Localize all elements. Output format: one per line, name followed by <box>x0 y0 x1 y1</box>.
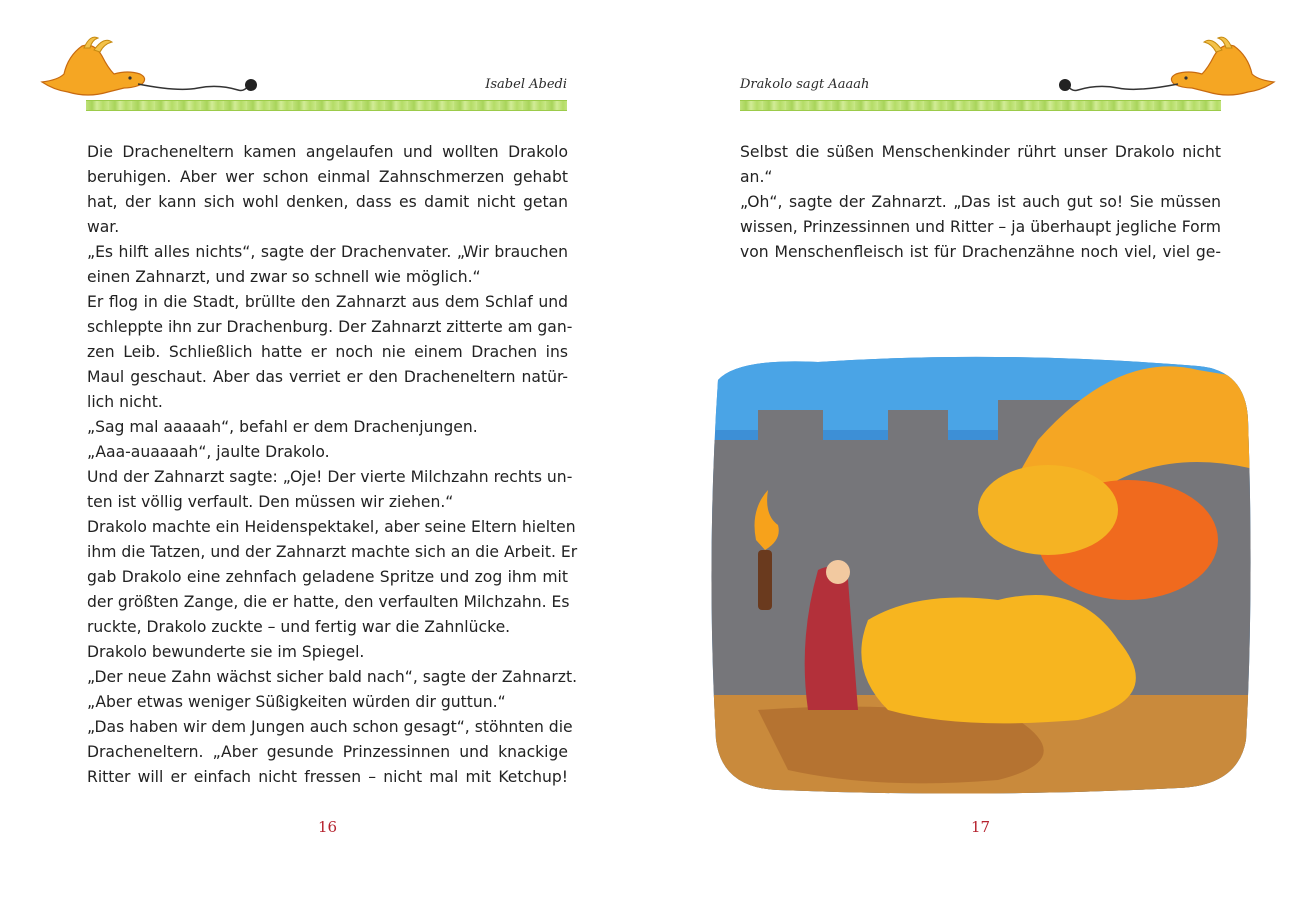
text-line: „Das haben wir dem Jungen auch schon gesagt“, stöhnten die <box>87 718 573 736</box>
text-line: „Es hilft alles nichts“, sagte der Drachenvater. „Wir brauchen <box>87 243 568 261</box>
text-line: „Sag mal aaaaah“, befahl er dem Drachenjungen. <box>87 418 478 436</box>
text-line: lich nicht. <box>87 393 163 411</box>
text-line: an.“ <box>740 168 773 186</box>
text-line: Ritter will er einfach nicht fressen – nicht mal mit Ketchup! <box>87 768 568 786</box>
text-line: ten ist völlig verfault. Den müssen wir ziehen.“ <box>87 493 454 511</box>
right-page <box>653 0 1306 905</box>
text-line: war. <box>87 218 120 236</box>
text-line: der größten Zange, die er hatte, den verfaulten Milchzahn. Es <box>87 593 570 611</box>
text-line: Drakolo machte ein Heidenspektakel, aber seine Eltern hielten <box>87 518 576 536</box>
text-line: Maul geschaut. Aber das verriet er den Dracheneltern natür- <box>87 368 568 386</box>
text-line: gab Drakolo eine zehnfach geladene Spritze und zog ihm mit <box>87 568 568 586</box>
text-line: „Der neue Zahn wächst sicher bald nach“, sagte der Zahnarzt. <box>87 668 578 686</box>
text-line: beruhigen. Aber wer schon einmal Zahnschmerzen gehabt <box>87 168 568 186</box>
header-rule <box>740 100 1221 111</box>
text-line: Dracheneltern. „Aber gesunde Prinzessinnen und knackige <box>87 743 568 761</box>
text-line: „Oh“, sagte der Zahnarzt. „Das ist auch gut so! Sie müssen <box>740 193 1221 211</box>
text-line: Er flog in die Stadt, brüllte den Zahnarzt aus dem Schlaf und <box>87 293 568 311</box>
running-head-title: Drakolo sagt Aaaah <box>740 77 870 92</box>
dragon-dentist-illustration <box>698 340 1258 800</box>
text-line: „Aber etwas weniger Süßigkeiten würden dir guttun.“ <box>87 693 506 711</box>
dragon-yarn-decoration-icon <box>38 34 268 102</box>
text-line: hat, der kann sich wohl denken, dass es damit nicht getan <box>87 193 568 211</box>
text-line: Und der Zahnarzt sagte: „Oje! Der vierte Milchzahn rechts un- <box>87 468 573 486</box>
text-line: Die Dracheneltern kamen angelaufen und wollten Drakolo <box>87 143 568 161</box>
text-line: ihm die Tatzen, und der Zahnarzt machte sich an die Arbeit. Er <box>87 543 578 561</box>
header-rule <box>86 100 567 111</box>
page-number: 17 <box>971 818 991 836</box>
text-line: schleppte ihn zur Drachenburg. Der Zahnarzt zitterte am gan- <box>87 318 573 336</box>
text-line: einen Zahnarzt, und zwar so schnell wie möglich.“ <box>87 268 481 286</box>
right-body-text <box>740 140 1221 265</box>
text-line: zen Leib. Schließlich hatte er noch nie einem Drachen ins <box>87 343 568 361</box>
dragon-yarn-decoration-icon <box>1048 34 1278 102</box>
text-line: Selbst die süßen Menschenkinder rührt unser Drakolo nicht <box>740 143 1221 161</box>
text-line: wissen, Prinzessinnen und Ritter – ja überhaupt jegliche Form <box>740 218 1221 236</box>
text-line: ruckte, Drakolo zuckte – und fertig war die Zahnlücke. <box>87 618 511 636</box>
left-body-text <box>87 140 578 790</box>
running-head-author: Isabel Abedi <box>485 77 567 92</box>
text-line: Drakolo bewunderte sie im Spiegel. <box>87 643 365 661</box>
text-line: von Menschenfleisch ist für Drachenzähne noch viel, viel ge- <box>740 243 1221 261</box>
page-number: 16 <box>318 818 338 836</box>
text-line: „Aaa-auaaaah“, jaulte Drakolo. <box>87 443 330 461</box>
